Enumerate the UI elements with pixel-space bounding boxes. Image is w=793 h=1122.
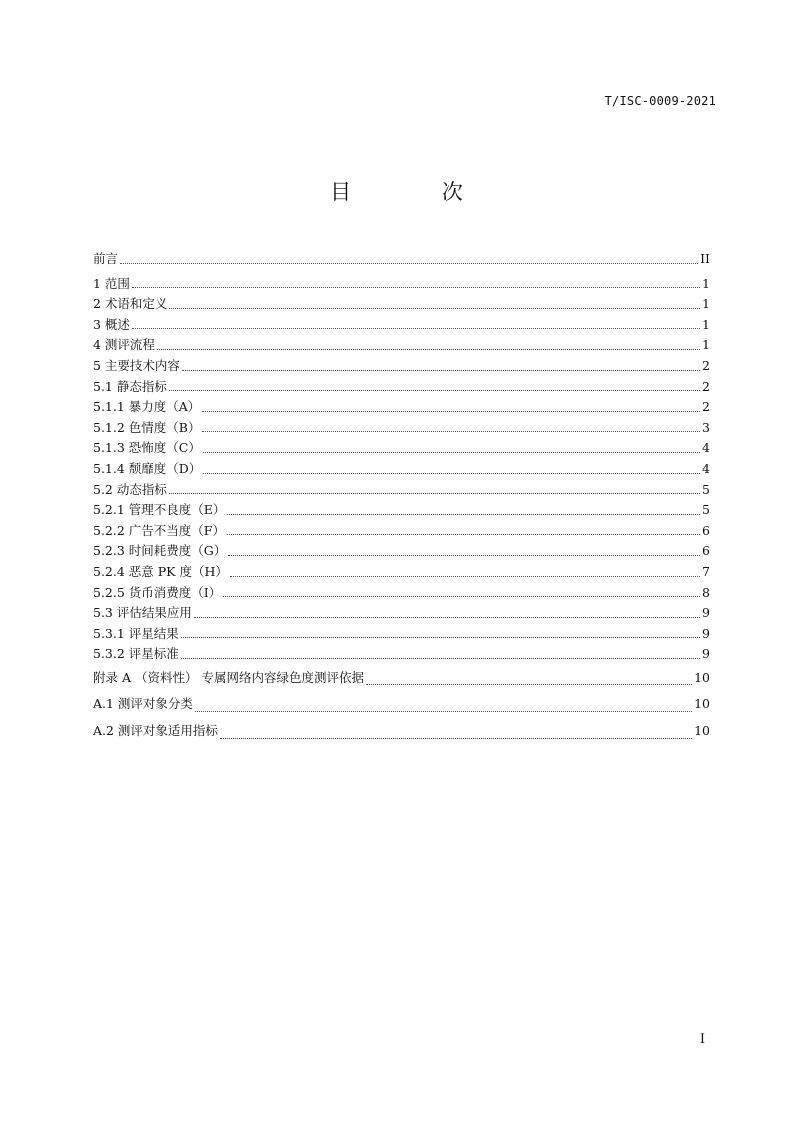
toc-entry-page: 6 [702, 522, 710, 538]
document-code: T/ISC-0009-2021 [604, 94, 716, 108]
toc-entry-title: 5.3.1 评星结果 [93, 625, 179, 641]
toc-entry-title: 5.1 静态指标 [93, 378, 167, 394]
toc-entry-title: 3 概述 [93, 316, 130, 332]
toc-entry-decadence[interactable] [93, 459, 710, 480]
toc-leader-dots [181, 658, 700, 659]
toc-entry-page: II [700, 251, 710, 266]
toc-leader-dots [230, 576, 700, 577]
toc-leader-dots [366, 684, 692, 685]
toc-leader-dots [202, 411, 700, 412]
toc-entry-title: A.1 测评对象分类 [93, 696, 193, 712]
toc-leader-dots [228, 555, 700, 556]
toc-leader-dots [203, 452, 700, 453]
toc-leader-dots [169, 493, 700, 494]
toc-entry-malicious-pk[interactable] [93, 562, 710, 583]
page-number: I [699, 1032, 705, 1047]
page-title: 目 次 [330, 180, 505, 204]
toc-entry-page: 2 [702, 357, 710, 373]
toc-entry-title: 1 范围 [93, 275, 130, 291]
toc-leader-dots [120, 263, 698, 264]
toc-leader-dots [181, 637, 700, 638]
toc-entry-page: 1 [702, 337, 710, 353]
toc-leader-dots [194, 617, 700, 618]
toc-entry-title: 5.3 评估结果应用 [93, 605, 192, 621]
toc-entry-sexual-content[interactable] [93, 418, 710, 439]
toc-entry-appendix-a[interactable] [93, 665, 710, 692]
toc-entry-title: 5.1.4 颓靡度（D） [93, 460, 202, 476]
toc-entry-poor-management[interactable] [93, 500, 710, 521]
toc-leader-dots [227, 514, 700, 515]
toc-leader-dots [132, 287, 700, 288]
toc-leader-dots [220, 738, 692, 739]
toc-entry-title: 5.3.2 评星标准 [93, 646, 179, 662]
toc-entry-title: 5.1.2 色情度（B） [93, 419, 201, 435]
toc-leader-dots [195, 711, 692, 712]
toc-entry-page: 1 [702, 275, 710, 291]
toc-entry-title: 5.2.3 时间耗费度（G） [93, 543, 227, 559]
toc-entry-page: 8 [702, 584, 710, 600]
toc-entry-time-consumption[interactable] [93, 541, 710, 562]
toc-entry-technical-content[interactable] [93, 356, 710, 377]
toc-entry-page: 1 [702, 316, 710, 332]
toc-entry-terms[interactable] [93, 294, 710, 315]
toc-entry-violence[interactable] [93, 397, 710, 418]
toc-entry-title: 5.1.1 暴力度（A） [93, 399, 201, 415]
toc-entry-title: 4 测评流程 [93, 337, 155, 353]
toc-leader-dots [223, 596, 700, 597]
toc-entry-title: A.2 测评对象适用指标 [93, 723, 218, 739]
toc-entry-star-results[interactable] [93, 624, 710, 645]
toc-entry-page: 10 [694, 696, 710, 712]
toc-entry-title: 5 主要技术内容 [93, 357, 180, 373]
toc-leader-dots [203, 473, 700, 474]
toc-leader-dots [182, 370, 700, 371]
toc-entry-page: 9 [702, 625, 710, 641]
toc-entry-page: 5 [702, 481, 710, 497]
toc-entry-page: 10 [694, 669, 710, 685]
toc-entry-page: 2 [702, 399, 710, 415]
toc-entry-star-criteria[interactable] [93, 644, 710, 665]
toc-entry-dynamic-indicators[interactable] [93, 480, 710, 501]
toc-entry-page: 4 [702, 440, 710, 456]
toc-entry-page: 9 [702, 646, 710, 662]
toc-entry-page: 9 [702, 605, 710, 621]
toc-entry-foreword[interactable] [93, 249, 710, 270]
toc-entry-page: 4 [702, 460, 710, 476]
toc-entry-overview[interactable] [93, 315, 710, 336]
toc-entry-title: 5.2.5 货币消费度（I） [93, 584, 222, 600]
toc-entry-currency-spending[interactable] [93, 583, 710, 604]
toc-entry-title: 5.2.4 恶意 PK 度（H） [93, 563, 228, 579]
toc-entry-page: 2 [702, 378, 710, 394]
toc-entry-title: 5.1.3 恐怖度（C） [93, 440, 201, 456]
toc-entry-process[interactable] [93, 335, 710, 356]
toc-entry-page: 1 [702, 296, 710, 312]
toc-entry-scope[interactable] [93, 274, 710, 295]
toc-leader-dots [227, 534, 700, 535]
toc-entry-title: 2 术语和定义 [93, 296, 168, 312]
toc-entry-static-indicators[interactable] [93, 377, 710, 398]
toc-leader-dots [169, 390, 700, 391]
toc-leader-dots [132, 328, 700, 329]
toc-leader-dots [202, 431, 700, 432]
toc-entry-title: 5.2.2 广告不当度（F） [93, 522, 225, 538]
toc-entry-page: 3 [702, 419, 710, 435]
table-of-contents [93, 249, 710, 745]
toc-entry-page: 7 [702, 563, 710, 579]
toc-entry-title: 前言 [93, 251, 119, 266]
toc-entry-improper-ads[interactable] [93, 521, 710, 542]
toc-entry-horror[interactable] [93, 438, 710, 459]
toc-entry-title: 附录 A （资料性） 专属网络内容绿色度测评依据 [93, 669, 364, 685]
toc-entry-title: 5.2 动态指标 [93, 481, 167, 497]
toc-entry-page: 6 [702, 543, 710, 559]
toc-entry-result-application[interactable] [93, 603, 710, 624]
toc-entry-appendix-a2[interactable] [93, 718, 710, 745]
toc-entry-appendix-a1[interactable] [93, 691, 710, 718]
toc-entry-page: 5 [702, 502, 710, 518]
toc-entry-page: 10 [694, 723, 710, 739]
toc-entry-title: 5.2.1 管理不良度（E） [93, 502, 226, 518]
toc-leader-dots [157, 349, 700, 350]
toc-leader-dots [169, 308, 700, 309]
